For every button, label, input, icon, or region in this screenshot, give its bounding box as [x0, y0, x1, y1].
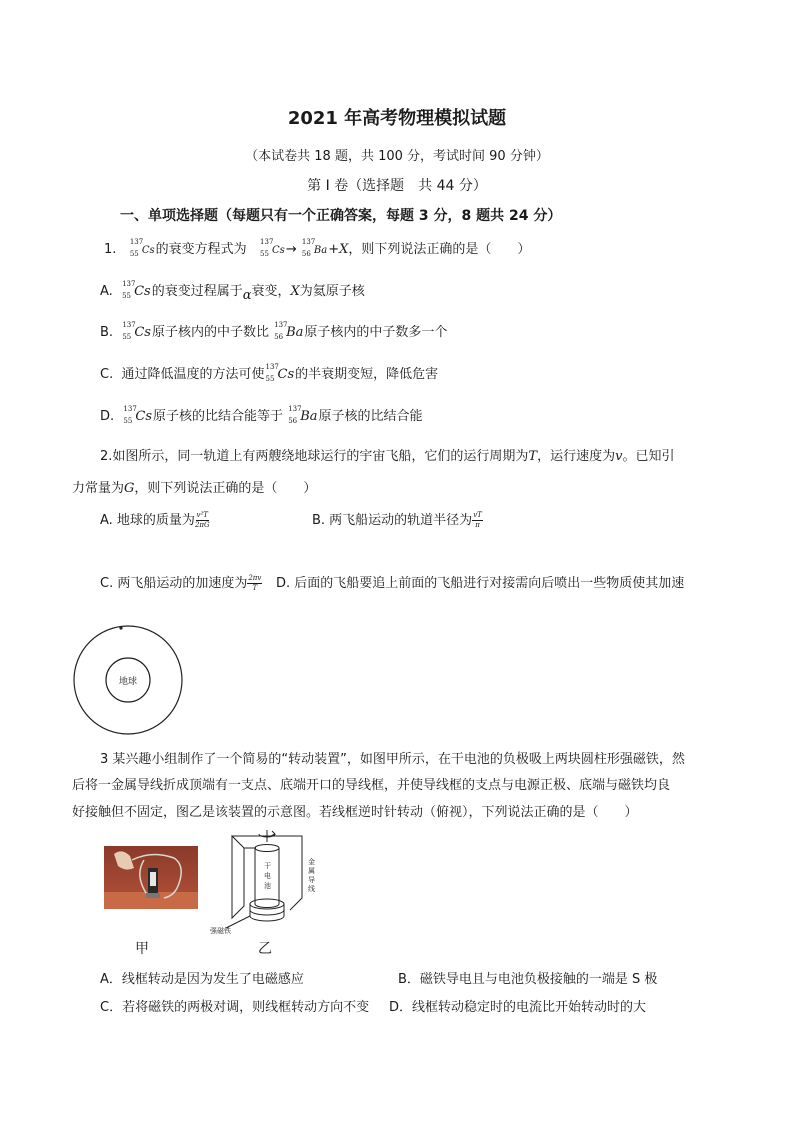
figure-b-label: 乙: [258, 941, 272, 957]
spaceship-dot: [119, 626, 122, 629]
question-3-option-c: C．若将磁铁的两极对调，则线框转动方向不变: [100, 1000, 370, 1015]
photo-apparatus: [104, 846, 198, 909]
question-1-option-d: D. 137 55 Cs原子核的比结合能等于 137 56 Ba原子核的比结合能: [100, 405, 423, 425]
ba-nuclide: 137 56 Ba: [288, 405, 318, 425]
fraction: $\frac{2\pi v}{T}$: [248, 574, 262, 592]
ba-nuclide: 137 56 Ba: [274, 321, 304, 341]
orbit-diagram: [72, 624, 184, 736]
fraction: $\frac{vT}{\pi}$: [473, 511, 482, 529]
device-schematic: [206, 828, 326, 940]
battery-label-1: 干: [264, 862, 271, 870]
svg-text:线: 线: [308, 885, 315, 893]
svg-text:金: 金: [308, 858, 315, 866]
question-3-option-a: A．线框转动是因为发生了电磁感应: [100, 972, 304, 987]
frame-left: [232, 836, 244, 918]
cs-nuclide: 137 55 Cs: [265, 363, 295, 383]
question-1-option-a: A. 137 55 Cs的衰变过程属于α衰变，X为氦原子核: [100, 280, 365, 303]
magnet-label: 强磁铁: [210, 927, 231, 935]
svg-text:导: 导: [308, 876, 315, 884]
ba-nuclide: 137 56 Ba: [301, 238, 328, 258]
magnet-shape: [146, 893, 160, 898]
question-3-line-3: 好接触但不固定，图乙是该装置的示意图。若线框逆时针转动（俯视），下列说法正确的是（ ）: [72, 805, 638, 820]
question-3-line-1: 3 某兴趣小组制作了一个简易的“转动装置”，如图甲所示，在干电池的负极吸上两块圆柱形强磁铁，然: [100, 752, 685, 767]
question-3-line-2: 后将一金属导线折成顶端有一支点、底端开口的导线框，并使导线框的支点与电源正极、底端与磁铁均良: [72, 778, 671, 793]
cs-nuclide: 137 55 Cs: [122, 321, 151, 341]
fraction: $\frac{\text{v²T}}{2\pi G}$: [194, 511, 210, 529]
question-3-option-d: D．线框转动稳定时的电流比开始转动时的大: [389, 1000, 647, 1015]
cs-nuclide: 137 55 Cs: [129, 238, 155, 258]
page-title: 2021 年高考物理模拟试题: [287, 108, 507, 129]
cs-nuclide: 137 55 Cs: [260, 238, 285, 258]
question-2-option-d: D. 后面的飞船要追上前面的飞船进行对接需向后喷出一些物质使其加速: [276, 576, 685, 591]
cs-nuclide: 137 55 Cs: [122, 280, 151, 300]
question-3-option-b: B．磁铁导电且与电池负极接触的一端是 S 极: [398, 972, 658, 987]
question-1-option-b: B. 137 55 Cs原子核内的中子数比 137 56 Ba原子核内的中子数多一个: [100, 321, 448, 341]
svg-text:属: 属: [308, 867, 315, 875]
earth-label: 地球: [118, 677, 138, 687]
question-1-option-c: C. 通过降低温度的方法可使 137 55 Cs的半衰期变短，降低危害: [100, 363, 439, 383]
figure-a-label: 甲: [135, 941, 149, 957]
cs-nuclide: 137 55 Cs: [123, 405, 153, 425]
section-heading: 一、单项选择题（每题只有一个正确答案，每题 3 分，8 题共 24 分）: [120, 208, 562, 224]
question-2-option-b: B. 两飞船运动的轨道半径为 $\frac{vT}{\pi}$: [312, 511, 482, 529]
battery-top: [255, 845, 279, 852]
battery-label-3: 池: [264, 882, 271, 890]
battery-label-2: 电: [264, 872, 271, 880]
volume-heading: 第 I 卷（选择题 共 44 分）: [307, 178, 487, 194]
question-2-line-1: 2.如图所示，同一轨道上有两艘绕地球运行的宇宙飞船，它们的运行周期为T，运行速度为v。已知引: [100, 449, 675, 464]
question-2-option-a: A. 地球的质量为 $\frac{\text{v²T}}{2\pi G}$: [100, 511, 210, 529]
exam-note: （本试卷共 18 题，共 100 分，考试时间 90 分钟）: [245, 149, 549, 164]
question-2-line-2: 力常量为G，则下列说法正确的是（ ）: [72, 481, 317, 496]
question-1-stem: 1. 137 55 Cs的衰变方程式为 137 55 Cs→ 137 56 Ba+X，则下列说法正确的是（ ）: [104, 238, 531, 258]
question-2-option-c: C. 两飞船运动的加速度为 $\frac{2\pi v}{T}$: [100, 574, 262, 592]
